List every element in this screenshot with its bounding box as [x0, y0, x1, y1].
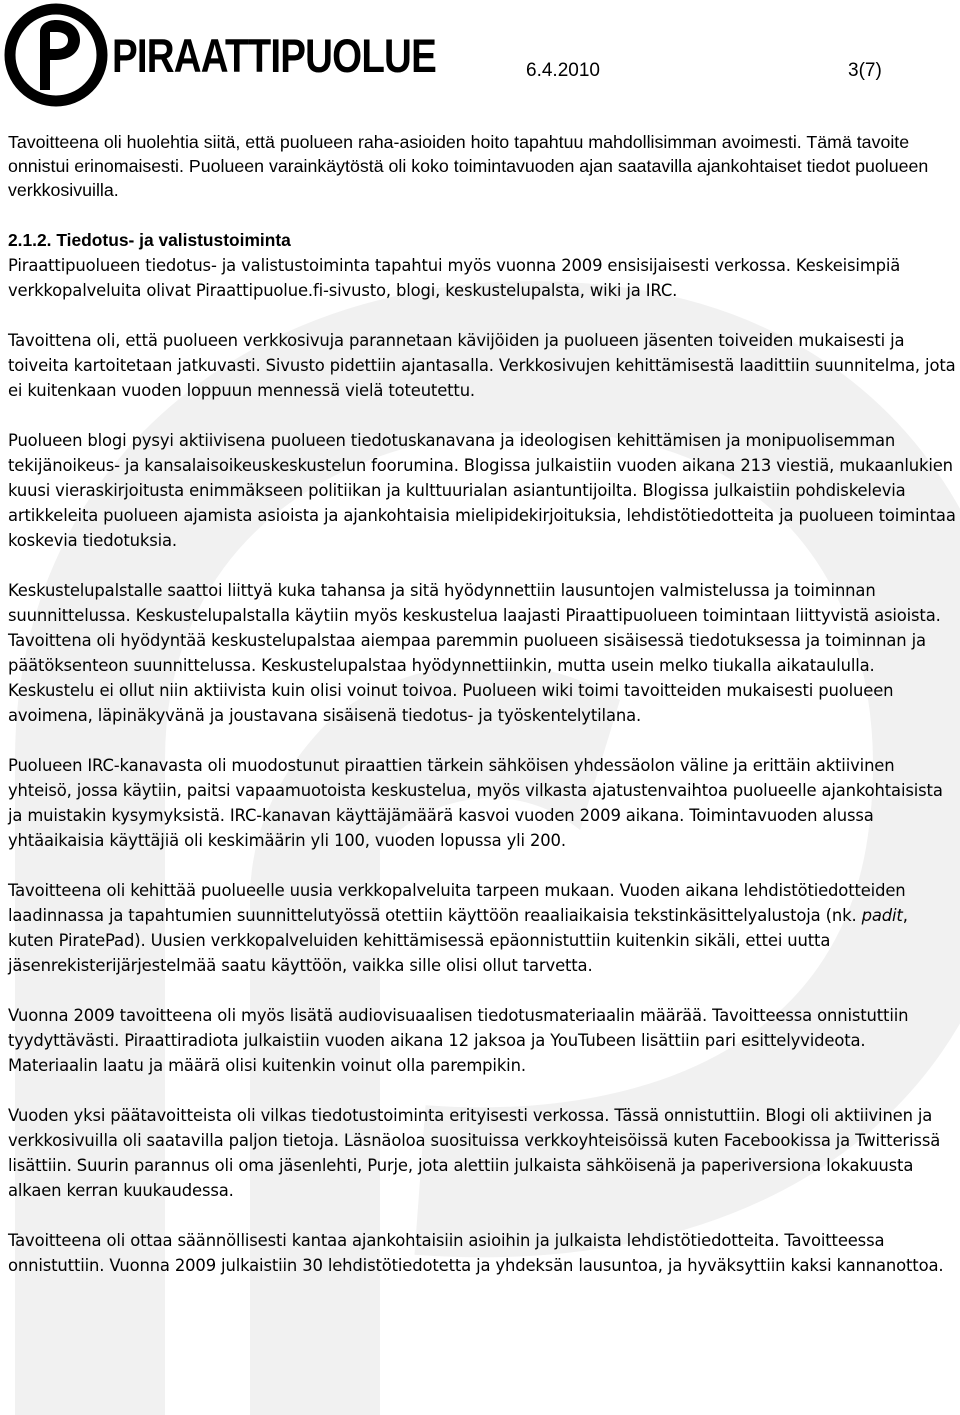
document-date: 6.4.2010 — [526, 60, 600, 81]
paragraph-audiovisual: Vuonna 2009 tavoitteena oli myös lisätä audiovisuaalisen tiedotusmateriaalin määrää. Tavoitteessa onnistuttiin tyydyttävästi. Piraattiradiota julkaistiin vuoden aikana 12 jaksoa ja YouTubeen lisättiin pari esittelyvideota. Materiaalin laatu ja määrä olisi kuitenkin voinut olla parempikin. — [8, 1006, 909, 1075]
party-name-logo-text: PIRAATTIPUOLUE — [112, 29, 436, 82]
paragraph-new-services: Tavoitteena oli kehittää puolueelle uusia verkkopalveluita tarpeen mukaan. Vuoden aikana lehdistötiedotteiden laadinnassa ja tapahtumien suunnittelutyössä otettiin käyttöön reaaliaikaisia tekstinkäsittelyalustoja (nk. padit, kuten PiratePad). Uusien verkkopalveluiden kehittämisessä epäonnistuttiin kuitenkin sikäli, ettei uutta jäsenrekisterijärjestelmää saatu käyttöön, vaikka sille olisi ollut tarvetta. — [8, 881, 908, 975]
section-heading: 2.1.2. Tiedotus- ja valistustoiminta — [8, 230, 291, 250]
page-header — [0, 0, 960, 110]
section-lead-paragraph: Piraattipuolueen tiedotus- ja valistustoiminta tapahtui myös vuonna 2009 ensisijaisesti verkossa. Keskeisimpiä verkkopalveluita olivat Piraattipuolue.fi-sivusto, blogi, keskustelupalsta, wiki ja IRC. — [8, 256, 901, 300]
paragraph-website: Tavoittena oli, että puolueen verkkosivuja parannetaan kävijöiden ja puolueen jäsenten toiveiden mukaisesti ja toiveita kartoitetaan jatkuvasti. Sivusto pidettiin ajantasalla. Verkkosivujen kehittämisestä laadittiin suunnitelma, jota ei kuitenkaan vuoden loppuun mennessä vielä toteutettu. — [8, 331, 956, 400]
pirate-party-logo-icon — [4, 2, 108, 108]
page-number: 3(7) — [848, 60, 882, 81]
paragraph-press-releases: Tavoitteena oli ottaa säännöllisesti kantaa ajankohtaisiin asioihin ja julkaista lehdistötiedotteita. Tavoitteessa onnistuttiin. Vuonna 2009 julkaistiin 30 lehdistötiedotetta ja yhdeksän lausuntoa, ja hyväksyttiin kaksi kannanottoa. — [8, 1231, 944, 1275]
paragraph-forum: Keskustelupalstalle saattoi liittyä kuka tahansa ja sitä hyödynnettiin lausuntojen valmistelussa ja toiminnan suunnittelussa. Keskustelupalstalla käytiin myös keskustelua laajasti Piraattipuolueen toimintaan liittyvistä asioista. Tavoittena oli hyödyntää keskustelupalstaa aiempaa paremmin puolueen sisäisessä tiedotuksessa ja toiminnan ja päätöksenteon suunnittelussa. Keskustelupalstaa hyödynnettiinkin, mutta usein melko tiukalla aikataululla. Keskustelu ei ollut niin aktiivista kuin olisi voinut toivoa. Puolueen wiki toimi tavoitteiden mukaisesti puolueen avoimena, läpinäkyvänä ja joustavana sisäisenä tiedotus- ja työskentelytilana. — [8, 581, 941, 725]
intro-paragraph: Tavoitteena oli huolehtia siitä, että puolueen raha-asioiden hoito tapahtuu mahdollisimman avoimesti. Tämä tavoite onnistui erinomaisesti. Puolueen varainkäytöstä oli koko toimintavuoden ajan saatavilla ajankohtaiset tiedot puolueen verkkosivuilla. — [8, 132, 929, 200]
paragraph-main-goals: Vuoden yksi päätavoitteista oli vilkas tiedotustoiminta erityisesti verkossa. Tässä onnistuttiin. Blogi oli aktiivinen ja verkkosivuilla oli saatavilla paljon tietoja. Läsnäoloa suosituissa verkkoyhteisöissä kuten Facebookissa ja Twitterissä lisättiin. Suurin parannus oli oma jäsenlehti, Purje, jota alettiin julkaista sähköisenä ja paperiversiona lokakuusta alkaen kerran kuukaudessa. — [8, 1106, 941, 1200]
document-body — [8, 130, 958, 1303]
italic-term: padit — [861, 906, 903, 925]
paragraph-blog: Puolueen blogi pysyi aktiivisena puolueen tiedotuskanavana ja ideologisen kehittämisen ja monipuolisemman tekijänoikeus- ja kansalaisoikeuskeskustelun foorumina. Blogissa julkaistiin vuoden aikana 213 viestiä, mukaanlukien kuusi vieraskirjoitusta enimmäkseen politiikan ja kulttuurialan asiantuntijoilta. Blogissa julkaistiin pohdiskelevia artikkeleita puolueen ajamista asioista ja ajankohtaisia mielipidekirjoituksia, lehdistötiedotteita ja puolueen toimintaa koskevia tiedotuksia. — [8, 431, 956, 550]
paragraph-irc: Puolueen IRC-kanavasta oli muodostunut piraattien tärkein sähköisen yhdessäolon väline ja erittäin aktiivinen yhteisö, jossa käytiin, paitsi vapaamuotoista keskustelua, myös vilkasta ajatustenvaihtoa puolueelle ajankohtaisista ja muistakin kysymyksistä. IRC-kanavan käyttäjämäärä kasvoi vuoden 2009 aikana. Toimintavuoden alussa yhtäaikaisia käyttäjiä oli keskimäärin yli 100, vuoden lopussa yli 200. — [8, 756, 943, 850]
